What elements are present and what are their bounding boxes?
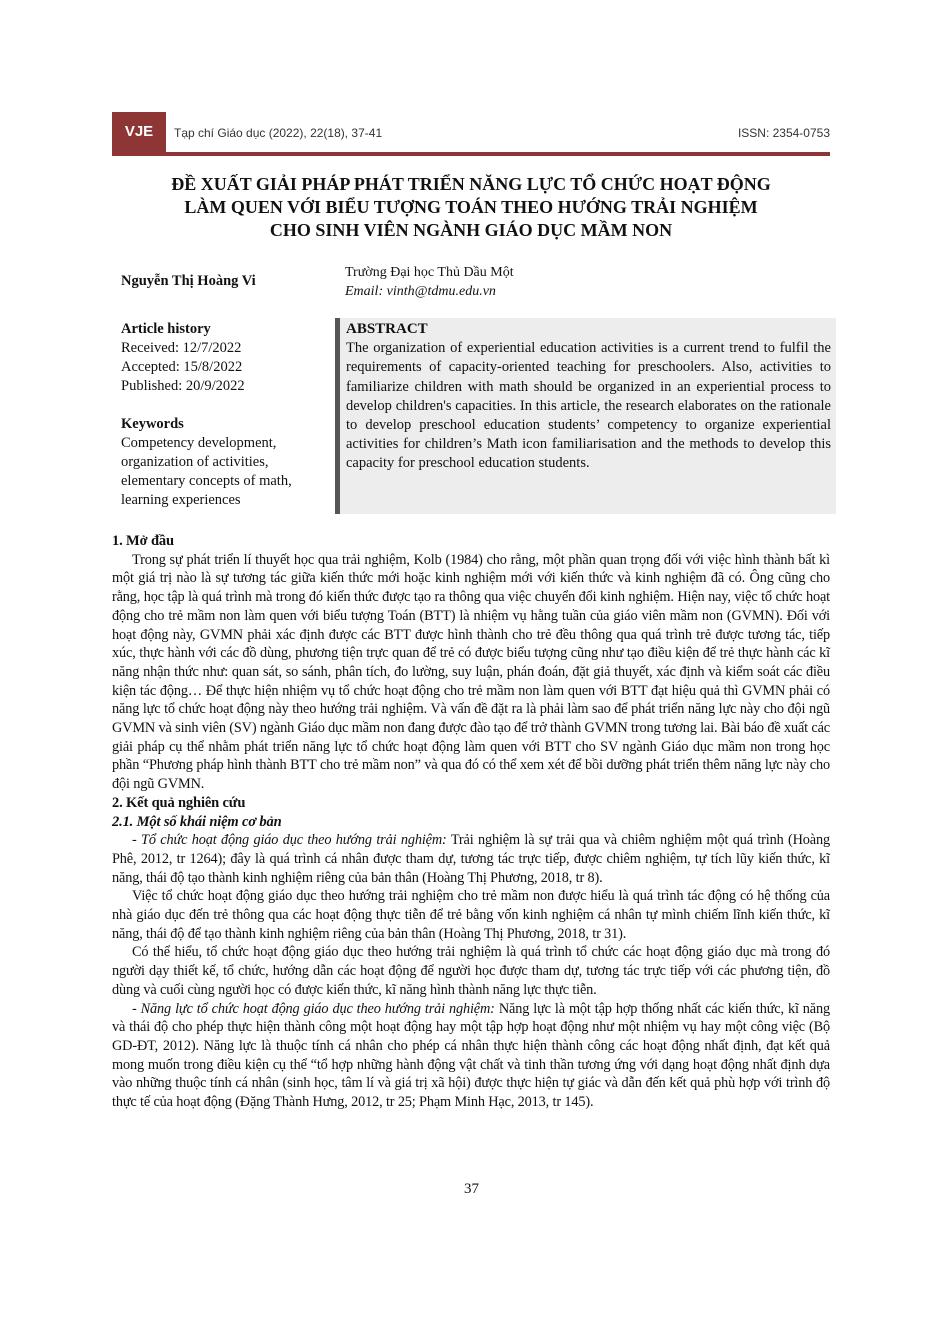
paragraph-text: Năng lực là một tập hợp thống nhất các kiến thức, kĩ năng và thái độ cho phép thực hiện thành công một hoạt động hay một tập hợp hoạt động như một nhiệm vụ hay một công việc (Bộ GD-ĐT, 2012). Năng lực là thuộc tính cá nhân cho phép cá nhân thực hiện thành công các hoạt động nhất định, đạt kết quả mong muốn trong điều kiện cụ thể “tổ hợp những hành động vật chất và tinh thần tương ứng với dạng hoạt động nhất định dựa vào những thuộc tính cá nhân (sinh học, tâm lí và giá trị xã hội) được thực hiện tự giác và dẫn đến kết quả phù hợp với trình độ thực tế của hoạt động (Đặng Thành Hưng, 2012, tr 25; Phạm Minh Hạc, 2013, tr 145).: [112, 1000, 830, 1111]
paragraph: Trong sự phát triển lí thuyết học qua trải nghiệm, Kolb (1984) cho rằng, một phần quan trọng đối với việc hình thành bất kì một giá trị nào là sự tương tác giữa kiến thức mới hoặc kinh nghiệm mới với kiến thức và kinh nghiệm đã có. Ông cũng cho rằng, học tập là quá trình mà trong đó kiến thức được tạo ra thông qua việc chuyển đổi kinh nghiệm. Hiện nay, việc tổ chức hoạt động cho trẻ mầm non làm quen với biểu tượng Toán (BTT) là nhiệm vụ hằng tuần của giáo viên mầm non (GVMN). Đối với hoạt động này, GVMN phải xác định được các BTT được hình thành cho trẻ đều thông qua quá trình trẻ được tương tác, tiếp xúc, thực hành với các đồ dùng, phương tiện trực quan để trẻ có được biểu tượng cũng như tạo điều kiện để trẻ thực hành các kĩ năng nhận thức như: quan sát, so sánh, phân tích, đo lường, suy luận, phán đoán, đặt giả thuyết, xác định và kiểm soát các điều kiện tác động… Để thực hiện nhiệm vụ tổ chức hoạt động cho trẻ mầm non làm quen với BTT đạt hiệu quả thì GVMN phải có năng lực tổ chức hoạt động này theo hướng trải nghiệm. Và vấn đề đặt ra là phải làm sao để phát triển năng lực này cho đội ngũ GVMN và sinh viên (SV) ngành Giáo dục mầm non đang được đào tạo để trở thành GVMN trong tương lai. Bài báo đề xuất các giải pháp cụ thể nhằm phát triển năng lực tổ chức hoạt động làm quen với BTT cho SV ngành Giáo dục mầm non trong học phần “Phương pháp hình thành BTT cho trẻ mầm non” và qua đó có thể xem xét để bồi dưỡng phát triển thêm năng lực này cho đội ngũ GVMN.: [112, 551, 830, 793]
author-name: Nguyễn Thị Hoàng Vi: [121, 273, 256, 289]
section-heading: 1. Mở đầu: [112, 533, 174, 549]
keywords-text: Competency development, organization of activities, elementary concepts of math, learning experiences: [121, 435, 292, 508]
article-body: [112, 532, 830, 1112]
journal-header: [112, 112, 830, 156]
abstract-heading: ABSTRACT: [346, 321, 428, 337]
subsection-heading: 2.1. Một số khái niệm cơ bản: [112, 813, 282, 830]
journal-logo: VJE: [112, 112, 166, 152]
journal-citation: Tạp chí Giáo dục (2022), 22(18), 37-41: [174, 126, 383, 140]
article-history-heading: Article history: [121, 321, 211, 337]
paragraph: [112, 1000, 830, 1112]
paragraph: [112, 831, 830, 887]
paragraph-text: Trải nghiệm là sự trải qua và chiêm nghiệm một quá trình (Hoàng Phê, 2012, tr 1264); đây là quá trình cá nhân được tham dự, tương tác trực tiếp, được chiêm nghiệm, tự tích lũy kiến thức, kĩ năng, thái độ tạo thành kinh nghiệm riêng của bản thân (Hoàng Thị Phương, 2018, tr 8).: [112, 832, 830, 886]
keywords-heading: Keywords: [121, 416, 184, 432]
article-meta: [121, 320, 321, 510]
term: - Tổ chức hoạt động giáo dục theo hướng trải nghiệm:: [132, 832, 447, 849]
accepted-date: Accepted: 15/8/2022: [121, 359, 243, 375]
title-line: LÀM QUEN VỚI BIỂU TƯỢNG TOÁN THEO HƯỚNG TRẢI NGHIỆM: [184, 197, 758, 217]
title-line: ĐỀ XUẤT GIẢI PHÁP PHÁT TRIỂN NĂNG LỰC TỔ CHỨC HOẠT ĐỘNG: [171, 174, 771, 194]
issn: ISSN: 2354-0753: [737, 126, 830, 140]
article-title: [112, 173, 830, 242]
abstract-box: [335, 318, 836, 514]
affiliation: Trường Đại học Thủ Dầu Một: [345, 265, 514, 280]
page-number: 37: [464, 1181, 479, 1197]
paragraph: Có thể hiểu, tổ chức hoạt động giáo dục theo hướng trải nghiệm là quá trình tổ chức các hoạt động giáo dục mà trong đó người dạy thiết kế, tổ chức, hướng dẫn các hoạt động để người học được tham dự, tương tác trực tiếp với các phương tiện, đồ dùng và cuối cùng người học có được kiến thức, kĩ năng hình thành năng lực thực tiễn.: [112, 944, 830, 998]
title-line: CHO SINH VIÊN NGÀNH GIÁO DỤC MẦM NON: [269, 220, 673, 240]
author-affiliation-block: [345, 263, 514, 301]
term: - Năng lực tổ chức hoạt động giáo dục theo hướng trải nghiệm:: [132, 1000, 495, 1017]
paragraph: Việc tổ chức hoạt động giáo dục theo hướng trải nghiệm cho trẻ mầm non được hiểu là quá trình tác động có hệ thống của nhà giáo dục đến trẻ thông qua các hoạt động thực tiễn để trẻ bằng vốn kinh nghiệm cá nhân tự mình chiếm lĩnh kiến thức, kĩ năng, thái độ để tạo thành kinh nghiệm riêng của bản thân (Hoàng Thị Phương, 2018, tr 31).: [112, 888, 830, 942]
section-heading: 2. Kết quả nghiên cứu: [112, 794, 246, 811]
received-date: Received: 12/7/2022: [121, 340, 242, 356]
author-email: Email: vinth@tdmu.edu.vn: [345, 284, 496, 299]
published-date: Published: 20/9/2022: [121, 378, 245, 394]
abstract-text: The organization of experiential education activities is a current trend to fulfil the requirements of capacity-oriented teaching for preschoolers. Also, activities to familiarize children with math should be organized in an experiential process to develop children's capacities. In this article, the research elaborates on the rationale to develop preschool education students’ competency to organize experiential activities for children’s Math icon familiarisation and the methods to develop this capacity for preschool education students.: [346, 340, 831, 472]
